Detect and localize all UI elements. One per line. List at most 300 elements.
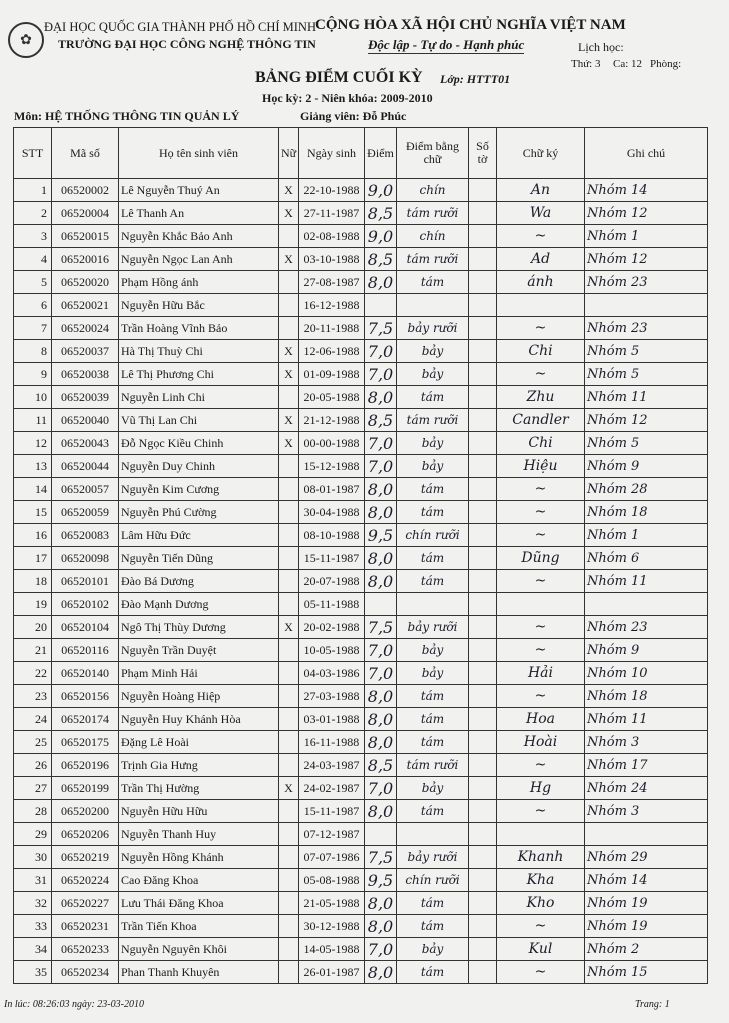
row-score: 8,0 (365, 731, 397, 754)
row-dob: 08-10-1988 (299, 524, 365, 547)
row-stt: 32 (14, 892, 52, 915)
row-note: Nhóm 11 (585, 708, 708, 731)
class-label: Lớp: HTTT01 (440, 72, 511, 86)
row-female-mark (279, 294, 299, 317)
row-score-words: tám rưỡi (397, 754, 469, 777)
report-title: BẢNG ĐIỂM CUỐI KỲ (255, 69, 423, 86)
table-row (14, 340, 708, 363)
row-signature: Ad (497, 248, 585, 271)
col-header-sheets: Số tờ (469, 128, 497, 179)
row-dob: 10-05-1988 (299, 639, 365, 662)
row-dob: 15-11-1987 (299, 800, 365, 823)
row-student-name: Nguyễn Trần Duyệt (119, 639, 279, 662)
row-student-name: Đỗ Ngọc Kiều Chinh (119, 432, 279, 455)
row-score: 8,5 (365, 409, 397, 432)
row-score: 8,0 (365, 685, 397, 708)
row-score-words: bảy (397, 639, 469, 662)
row-signature: Hoài (497, 731, 585, 754)
row-note: Nhóm 12 (585, 202, 708, 225)
row-score: 9,5 (365, 869, 397, 892)
row-stt: 28 (14, 800, 52, 823)
row-student-id: 06520199 (52, 777, 119, 800)
row-note: Nhóm 18 (585, 685, 708, 708)
room-label: Phòng: (650, 58, 682, 70)
row-stt: 12 (14, 432, 52, 455)
row-dob: 21-12-1988 (299, 409, 365, 432)
row-female-mark (279, 708, 299, 731)
row-student-name: Nguyễn Phú Cường (119, 501, 279, 524)
table-row (14, 754, 708, 777)
row-sheets (469, 248, 497, 271)
row-student-name: Nguyễn Kim Cương (119, 478, 279, 501)
row-dob: 00-00-1988 (299, 432, 365, 455)
table-row (14, 616, 708, 639)
row-student-id: 06520057 (52, 478, 119, 501)
row-score-words: chín rưỡi (397, 869, 469, 892)
row-score-words (397, 294, 469, 317)
university-name: ĐẠI HỌC QUỐC GIA THÀNH PHỐ HỒ CHÍ MINH (44, 20, 316, 34)
row-sheets (469, 455, 497, 478)
row-sheets (469, 271, 497, 294)
row-female-mark (279, 662, 299, 685)
row-dob: 27-11-1987 (299, 202, 365, 225)
row-student-name: Nguyễn Hoàng Hiệp (119, 685, 279, 708)
row-dob: 12-06-1988 (299, 340, 365, 363)
row-female-mark (279, 846, 299, 869)
col-header-note: Ghi chú (585, 128, 708, 179)
row-student-name: Lê Thị Phương Chi (119, 363, 279, 386)
row-student-id: 06520156 (52, 685, 119, 708)
row-sheets (469, 961, 497, 984)
table-row (14, 639, 708, 662)
row-student-id: 06520140 (52, 662, 119, 685)
day-label: Thứ: 3 (571, 58, 601, 70)
row-student-name: Trần Thị Hường (119, 777, 279, 800)
row-note: Nhóm 11 (585, 386, 708, 409)
table-row (14, 731, 708, 754)
row-signature: ~ (497, 570, 585, 593)
table-row (14, 777, 708, 800)
row-dob: 15-11-1987 (299, 547, 365, 570)
row-female-mark: X (279, 409, 299, 432)
row-signature: Kha (497, 869, 585, 892)
row-female-mark (279, 823, 299, 846)
row-signature: ~ (497, 800, 585, 823)
col-header-signature: Chữ ký (497, 128, 585, 179)
row-sheets (469, 478, 497, 501)
row-score: 8,0 (365, 478, 397, 501)
lecturer-label: Giảng viên: Đỗ Phúc (300, 109, 407, 123)
motto: Độc lập - Tự do - Hạnh phúc (368, 37, 525, 52)
row-dob: 22-10-1988 (299, 179, 365, 202)
row-student-name: Nguyễn Linh Chi (119, 386, 279, 409)
row-stt: 30 (14, 846, 52, 869)
row-score: 8,5 (365, 754, 397, 777)
grade-table (13, 127, 708, 984)
row-student-id: 06520233 (52, 938, 119, 961)
row-student-id: 06520038 (52, 363, 119, 386)
row-stt: 3 (14, 225, 52, 248)
row-dob: 20-11-1988 (299, 317, 365, 340)
row-score-words: tám (397, 800, 469, 823)
row-score: 7,0 (365, 455, 397, 478)
row-stt: 20 (14, 616, 52, 639)
row-score-words: bảy (397, 662, 469, 685)
row-female-mark: X (279, 202, 299, 225)
row-signature: ~ (497, 639, 585, 662)
col-header-stt: STT (14, 128, 52, 179)
table-row (14, 386, 708, 409)
row-female-mark (279, 915, 299, 938)
row-note: Nhóm 29 (585, 846, 708, 869)
row-student-name: Lê Nguyễn Thuý An (119, 179, 279, 202)
row-score-words: bảy (397, 455, 469, 478)
row-female-mark: X (279, 340, 299, 363)
row-student-name: Nguyễn Tiến Dũng (119, 547, 279, 570)
row-student-id: 06520059 (52, 501, 119, 524)
col-header-score-words: Điểm bằng chữ (397, 128, 469, 179)
row-student-id: 06520175 (52, 731, 119, 754)
row-note: Nhóm 9 (585, 639, 708, 662)
row-female-mark (279, 639, 299, 662)
row-female-mark (279, 593, 299, 616)
row-score-words: bảy rưỡi (397, 846, 469, 869)
row-dob: 16-11-1988 (299, 731, 365, 754)
table-row (14, 685, 708, 708)
row-score-words: bảy (397, 938, 469, 961)
subject-label: Môn: HỆ THỐNG THÔNG TIN QUẢN LÝ (14, 109, 240, 123)
row-student-name: Nguyễn Khắc Bảo Anh (119, 225, 279, 248)
row-note: Nhóm 3 (585, 800, 708, 823)
row-stt: 6 (14, 294, 52, 317)
row-student-name: Phan Thanh Khuyên (119, 961, 279, 984)
row-student-id: 06520044 (52, 455, 119, 478)
row-stt: 24 (14, 708, 52, 731)
row-student-id: 06520200 (52, 800, 119, 823)
row-stt: 35 (14, 961, 52, 984)
row-note: Nhóm 5 (585, 363, 708, 386)
row-note (585, 823, 708, 846)
row-student-id: 06520219 (52, 846, 119, 869)
row-score: 7,0 (365, 662, 397, 685)
row-signature: ~ (497, 501, 585, 524)
row-note: Nhóm 23 (585, 317, 708, 340)
row-score-words: tám (397, 685, 469, 708)
row-signature: ~ (497, 754, 585, 777)
row-dob: 05-11-1988 (299, 593, 365, 616)
row-signature (497, 294, 585, 317)
row-female-mark (279, 961, 299, 984)
row-female-mark: X (279, 363, 299, 386)
row-student-name: Trịnh Gia Hưng (119, 754, 279, 777)
row-stt: 22 (14, 662, 52, 685)
row-score-words: tám rưỡi (397, 202, 469, 225)
row-female-mark (279, 800, 299, 823)
row-sheets (469, 202, 497, 225)
row-dob: 02-08-1988 (299, 225, 365, 248)
row-signature: ~ (497, 685, 585, 708)
row-stt: 25 (14, 731, 52, 754)
row-score-words: bảy (397, 363, 469, 386)
row-score-words: chín (397, 225, 469, 248)
table-row (14, 317, 708, 340)
row-sheets (469, 708, 497, 731)
row-stt: 5 (14, 271, 52, 294)
row-sheets (469, 685, 497, 708)
row-dob: 15-12-1988 (299, 455, 365, 478)
row-dob: 24-03-1987 (299, 754, 365, 777)
table-row (14, 938, 708, 961)
row-student-id: 06520102 (52, 593, 119, 616)
row-signature: Hg (497, 777, 585, 800)
row-student-name: Đào Bá Dương (119, 570, 279, 593)
row-stt: 34 (14, 938, 52, 961)
row-score (365, 823, 397, 846)
row-dob: 16-12-1988 (299, 294, 365, 317)
row-stt: 31 (14, 869, 52, 892)
table-row (14, 662, 708, 685)
table-row (14, 501, 708, 524)
row-signature: Chi (497, 340, 585, 363)
row-student-name: Vũ Thị Lan Chi (119, 409, 279, 432)
row-score-words: tám (397, 731, 469, 754)
row-stt: 10 (14, 386, 52, 409)
row-score: 8,0 (365, 915, 397, 938)
table-row (14, 593, 708, 616)
row-note: Nhóm 23 (585, 271, 708, 294)
table-row (14, 823, 708, 846)
row-signature: Khanh (497, 846, 585, 869)
row-score: 8,0 (365, 800, 397, 823)
row-score: 9,0 (365, 225, 397, 248)
row-stt: 14 (14, 478, 52, 501)
row-score: 9,0 (365, 179, 397, 202)
row-student-id: 06520043 (52, 432, 119, 455)
row-sheets (469, 777, 497, 800)
row-score: 9,5 (365, 524, 397, 547)
row-score-words: chín (397, 179, 469, 202)
schedule-label: Lịch học: (578, 40, 624, 54)
motto-underline (368, 53, 524, 54)
table-row (14, 225, 708, 248)
row-student-name: Nguyễn Huy Khánh Hòa (119, 708, 279, 731)
row-student-name: Trần Hoàng Vĩnh Bảo (119, 317, 279, 340)
row-stt: 16 (14, 524, 52, 547)
row-note: Nhóm 1 (585, 524, 708, 547)
row-score: 7,5 (365, 317, 397, 340)
row-student-name: Lưu Thái Đăng Khoa (119, 892, 279, 915)
row-sheets (469, 754, 497, 777)
table-row (14, 892, 708, 915)
row-dob: 08-01-1987 (299, 478, 365, 501)
row-student-name: Phạm Minh Hải (119, 662, 279, 685)
row-student-id: 06520206 (52, 823, 119, 846)
row-dob: 30-12-1988 (299, 915, 365, 938)
table-row (14, 570, 708, 593)
row-signature: ~ (497, 961, 585, 984)
row-student-name: Trần Tiến Khoa (119, 915, 279, 938)
row-stt: 4 (14, 248, 52, 271)
row-sheets (469, 570, 497, 593)
row-score-words: bảy (397, 432, 469, 455)
table-row (14, 547, 708, 570)
table-row (14, 524, 708, 547)
row-female-mark (279, 570, 299, 593)
row-note: Nhóm 17 (585, 754, 708, 777)
row-stt: 19 (14, 593, 52, 616)
row-student-id: 06520037 (52, 340, 119, 363)
row-student-id: 06520004 (52, 202, 119, 225)
row-sheets (469, 731, 497, 754)
row-female-mark (279, 685, 299, 708)
row-student-id: 06520098 (52, 547, 119, 570)
row-student-id: 06520104 (52, 616, 119, 639)
row-note: Nhóm 10 (585, 662, 708, 685)
row-sheets (469, 639, 497, 662)
row-sheets (469, 915, 497, 938)
row-score: 7,0 (365, 363, 397, 386)
row-student-name: Ngô Thị Thùy Dương (119, 616, 279, 639)
school-name: TRƯỜNG ĐẠI HỌC CÔNG NGHỆ THÔNG TIN (58, 37, 316, 51)
row-student-name: Lê Thanh An (119, 202, 279, 225)
row-note: Nhóm 3 (585, 731, 708, 754)
table-header-row (14, 128, 708, 179)
row-sheets (469, 340, 497, 363)
row-score-words: tám (397, 570, 469, 593)
row-note: Nhóm 5 (585, 432, 708, 455)
row-female-mark (279, 478, 299, 501)
row-sheets (469, 892, 497, 915)
row-student-name: Nguyễn Nguyên Khôi (119, 938, 279, 961)
row-score: 8,0 (365, 708, 397, 731)
row-female-mark (279, 225, 299, 248)
row-signature: Kho (497, 892, 585, 915)
row-score: 8,5 (365, 248, 397, 271)
row-sheets (469, 317, 497, 340)
row-note (585, 294, 708, 317)
col-header-id: Mã số (52, 128, 119, 179)
table-row (14, 248, 708, 271)
table-row (14, 271, 708, 294)
row-sheets (469, 363, 497, 386)
row-sheets (469, 409, 497, 432)
page-number: Trang: 1 (635, 999, 670, 1010)
row-dob: 03-01-1988 (299, 708, 365, 731)
row-signature: Kul (497, 938, 585, 961)
col-header-dob: Ngày sinh (299, 128, 365, 179)
table-row (14, 961, 708, 984)
university-logo-icon: ✿ (8, 22, 44, 58)
row-student-id: 06520016 (52, 248, 119, 271)
row-score-words: bảy (397, 340, 469, 363)
row-score-words (397, 823, 469, 846)
row-sheets (469, 938, 497, 961)
row-signature: Hải (497, 662, 585, 685)
table-row (14, 409, 708, 432)
row-student-name: Lâm Hữu Đức (119, 524, 279, 547)
row-dob: 27-03-1988 (299, 685, 365, 708)
row-signature (497, 593, 585, 616)
row-note: Nhóm 5 (585, 340, 708, 363)
row-score: 7,0 (365, 777, 397, 800)
row-signature: Hiệu (497, 455, 585, 478)
row-sheets (469, 432, 497, 455)
row-score: 7,0 (365, 938, 397, 961)
row-female-mark (279, 892, 299, 915)
row-female-mark: X (279, 432, 299, 455)
row-note: Nhóm 11 (585, 570, 708, 593)
row-student-id: 06520174 (52, 708, 119, 731)
row-sheets (469, 524, 497, 547)
row-student-id: 06520116 (52, 639, 119, 662)
row-score-words: chín rưỡi (397, 524, 469, 547)
row-score-words: tám (397, 892, 469, 915)
table-row (14, 708, 708, 731)
row-sheets (469, 501, 497, 524)
row-stt: 9 (14, 363, 52, 386)
row-female-mark: X (279, 777, 299, 800)
row-female-mark (279, 386, 299, 409)
row-sheets (469, 547, 497, 570)
table-row (14, 915, 708, 938)
row-signature: ~ (497, 225, 585, 248)
table-row (14, 202, 708, 225)
row-student-id: 06520021 (52, 294, 119, 317)
row-dob: 20-05-1988 (299, 386, 365, 409)
row-sheets (469, 179, 497, 202)
row-dob: 01-09-1988 (299, 363, 365, 386)
row-female-mark (279, 524, 299, 547)
row-score: 8,0 (365, 386, 397, 409)
row-score: 7,5 (365, 616, 397, 639)
col-header-name: Họ tên sinh viên (119, 128, 279, 179)
row-student-id: 06520015 (52, 225, 119, 248)
row-dob: 05-08-1988 (299, 869, 365, 892)
row-score-words: tám rưỡi (397, 248, 469, 271)
row-female-mark (279, 317, 299, 340)
row-dob: 07-12-1987 (299, 823, 365, 846)
row-student-id: 06520224 (52, 869, 119, 892)
row-female-mark: X (279, 616, 299, 639)
row-score (365, 294, 397, 317)
row-score: 7,0 (365, 639, 397, 662)
row-score: 7,0 (365, 340, 397, 363)
row-dob: 03-10-1988 (299, 248, 365, 271)
row-student-name: Nguyễn Duy Chinh (119, 455, 279, 478)
row-student-name: Nguyễn Hữu Bắc (119, 294, 279, 317)
row-dob: 20-07-1988 (299, 570, 365, 593)
row-student-id: 06520039 (52, 386, 119, 409)
row-female-mark (279, 547, 299, 570)
row-signature: ánh (497, 271, 585, 294)
row-score: 8,0 (365, 961, 397, 984)
row-score: 7,0 (365, 432, 397, 455)
row-signature: Chi (497, 432, 585, 455)
row-dob: 14-05-1988 (299, 938, 365, 961)
row-stt: 1 (14, 179, 52, 202)
row-sheets (469, 593, 497, 616)
row-score (365, 593, 397, 616)
row-sheets (469, 823, 497, 846)
row-score: 8,0 (365, 501, 397, 524)
row-score-words: tám (397, 271, 469, 294)
row-score-words: bảy rưỡi (397, 616, 469, 639)
row-stt: 27 (14, 777, 52, 800)
row-score-words: tám (397, 961, 469, 984)
row-female-mark (279, 731, 299, 754)
row-score-words: tám (397, 547, 469, 570)
row-sheets (469, 800, 497, 823)
